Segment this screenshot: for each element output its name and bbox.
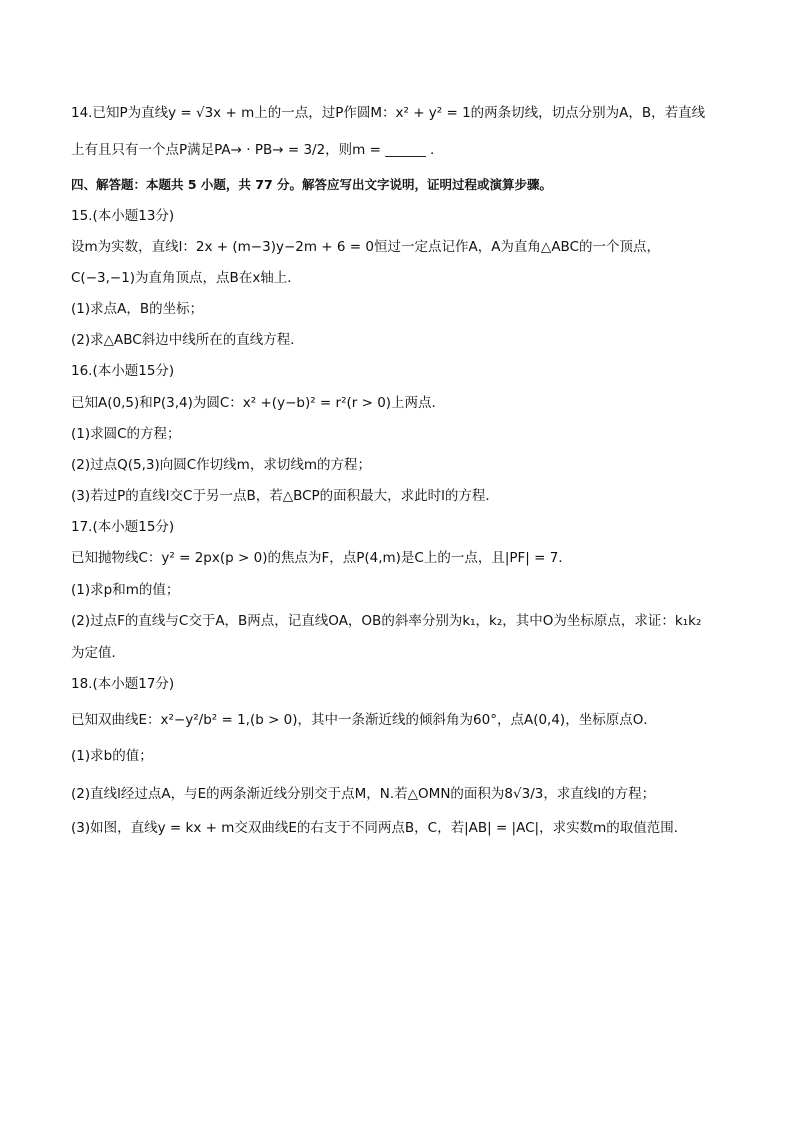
q15-part-1: (1)求点A，B的坐标；	[71, 301, 204, 317]
q17-part-1: (1)求p和m的值；	[71, 582, 180, 598]
q14-line-2: 上有且只有一个点P满足PA→ · PB→ = 3/2，则m = ______ .	[71, 142, 435, 158]
q18-stem: 已知双曲线E：x²−y²/b² = 1,(b > 0)，其中一条渐近线的倾斜角为60°，点A(0,4)，坐标原点O．	[71, 712, 657, 728]
q18-part-3: (3)如图，直线y = kx + m交双曲线E的右支于不同两点B，C，若|AB| = |AC|，求实数m的取值范围．	[71, 820, 688, 836]
q18-header: 18.(本小题17分)	[71, 676, 175, 692]
q18-part-2: (2)直线l经过点A，与E的两条渐近线分别交于点M，N.若△OMN的面积为8√3/3，求直线l的方程；	[71, 786, 656, 802]
q18-part-1: (1)求b的值；	[71, 748, 153, 764]
q15-stem-2: C(−3,−1)为直角顶点，点B在x轴上．	[71, 270, 301, 286]
q15-stem-1: 设m为实数，直线l：2x + (m−3)y−2m + 6 = 0恒过一定点记作A，A为直角△ABC的一个顶点，	[71, 239, 661, 255]
q15-part-2: (2)求△ABC斜边中线所在的直线方程．	[71, 332, 304, 348]
q17-header: 17.(本小题15分)	[71, 519, 175, 535]
q17-part-2-line-2: 为定值．	[71, 645, 125, 661]
q14-line-1: 14.已知P为直线y = √3x + m上的一点，过P作圆M：x² + y² = 1的两条切线，切点分别为A，B，若直线	[71, 105, 706, 121]
q17-part-2-line-1: (2)过点F的直线与C交于A，B两点，记直线OA，OB的斜率分别为k₁，k₂，其中O为坐标原点，求证：k₁k₂	[71, 613, 702, 629]
section-heading: 四、解答题：本题共 5 小题，共 77 分。解答应写出文字说明，证明过程或演算步骤。	[71, 177, 553, 192]
q16-stem: 已知A(0,5)和P(3,4)为圆C：x² +(y−b)² = r²(r > 0)上两点．	[71, 395, 446, 411]
q16-header: 16.(本小题15分)	[71, 363, 175, 379]
q16-part-3: (3)若过P的直线l交C于另一点B，若△BCP的面积最大，求此时l的方程．	[71, 488, 499, 504]
q15-header: 15.(本小题13分)	[71, 208, 175, 224]
q16-part-2: (2)过点Q(5,3)向圆C作切线m，求切线m的方程；	[71, 457, 371, 473]
q16-part-1: (1)求圆C的方程；	[71, 426, 181, 442]
q17-stem: 已知抛物线C：y² = 2px(p > 0)的焦点为F，点P(4,m)是C上的一点，且|PF| = 7．	[71, 550, 572, 566]
